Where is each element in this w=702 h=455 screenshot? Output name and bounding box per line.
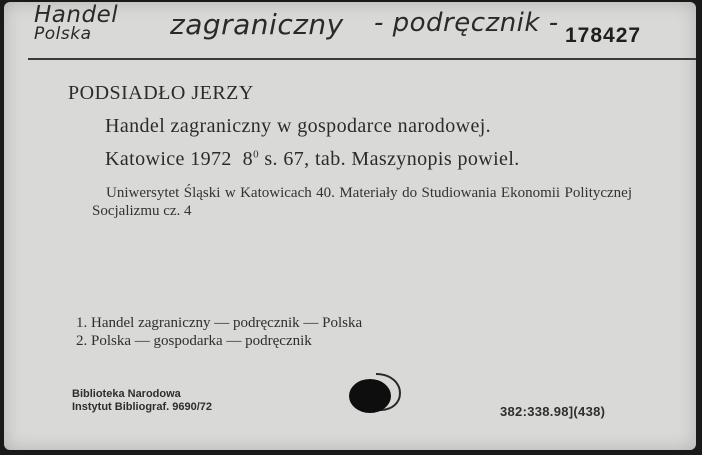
catalog-card [4,2,696,450]
series-note: Uniwersytet Śląski w Katowicach 40. Materiały do Studiowania Ekonomii Politycznej Socjalizmu cz. 4 [92,185,632,219]
imprint-format-sup: 0 [253,148,259,161]
imprint-line [105,148,520,171]
imprint-details: s. 67, tab. Maszynopis powiel. [264,148,520,170]
handwritten-heading-podrecznik: - podręcznik - [374,8,559,38]
catalog-number: 178427 [565,24,642,47]
subject-headings [76,314,362,350]
punch-hole-icon [346,370,404,414]
author-name: PODSIADŁO JERZY [68,82,254,104]
imprint-place-year: Katowice 1972 [105,148,232,170]
handwritten-heading-polska: Polska [34,24,92,44]
imprint-format: 8 [242,148,254,170]
handwritten-heading-zagraniczny: zagraniczny [170,8,344,41]
subject-heading-2: 2. Polska — gospodarka — podręcznik [76,333,312,349]
book-title: Handel zagraniczny w gospodarce narodowej. [105,115,492,137]
classification-code: 382:338.98](438) [500,404,606,419]
library-name: Biblioteka Narodowa [72,388,181,400]
handwritten-heading-handel: Handel [34,2,119,28]
library-institute: Instytut Bibliograf. 9690/72 [72,401,212,413]
library-imprint [72,388,212,414]
subject-heading-1: 1. Handel zagraniczny — podręcznik — Polska [76,315,363,331]
heading-divider [28,58,696,60]
